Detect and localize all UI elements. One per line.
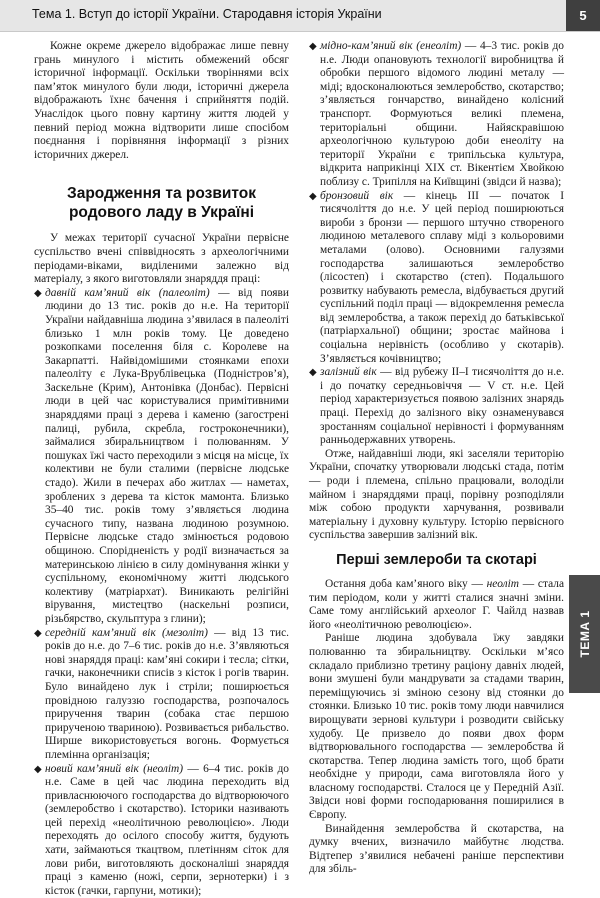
intro-paragraph: Кожне окреме джерело відображає лише певну грань минулого і містить обмежений обсяг історичної інформації. Оскільки творіннями всіх пам’яток минулого були люди, історичні джерела відображають їхнє бачення і сприйняття подій. Унаслідок цього повну картину життя людей у певний період можна відтворити лише спосібом поєднання і порівняння інформації з різних історичних джерел. [34,40,289,162]
period-term: залізний вік [320,366,377,378]
summary-paragraph: Отже, найдавніші люди, які заселяли територію України, спочатку утворювали людські стада, потім — роди і племена, спільно працювали, володіли майном і знаряддями праці, порівну розподіляли між собою продукти харчування, розвивали матеріальну і духовну культуру. Історію первісного суспільства завершив залізний вік. [309,448,564,543]
period-term: мідно-кам’яний вік (енеоліт) [320,40,461,52]
list-item [309,40,564,190]
list-item [309,190,564,367]
section-heading-rodovyi-lad: Зародження та розвиток родового ладу в Україні [34,184,289,222]
list-item [309,366,564,448]
period-text: — 4–3 тис. років до н.е. Люди опановують технології виробництва й обробки першого відомого людині металу — міді; вдосконалюються землеробство, скотарство; з’являється гончарство, винайдено колісний транспорт. Формуються великі племена, територіальні общини. Найяскравішою археологічною культурою доби енеоліту на території України є трипільська культура, відкрита наприкінці XIX ст. Вікентієм Хвойкою поблизу с. Трипілля на Київщині (звідси й назва); [320,40,564,188]
bullet-icon: ◆ [309,190,317,204]
future-paragraph: Винайдення землеробства й скотарства, на думку вчених, визначило майбутнє людства. Відтепер з’явилися небачені раніше перспективи для збіль- [309,823,564,877]
bullet-icon: ◆ [309,366,317,380]
chapter-side-tab [569,575,600,693]
period-text: — від рубежу II–I тисячоліття до н.е. і до початку середньовіччя — V ст. н.е. Цей період характеризується появою залізних знарядь праці. Перехід до залізного віку ознаменувався зростанням соціальної нерівності і формуванням ранньодержавних утворень. [320,366,564,446]
period-term: середній кам’яний вік (мезоліт) [45,627,208,639]
section-heading-zemlerobi: Перші землероби та скотарі [309,551,564,570]
list-item [34,287,289,627]
periods-intro-paragraph: У межах території сучасної України первісне суспільство вчені співвідносять з археологічними періодами-віками, виділеними залежно від матеріалу, з якого виготовляли знаряддя праці: [34,232,289,286]
period-text: — від 13 тис. років до н.е. до 7–6 тис. років до н.е. З’являються нові знаряддя праці: кам’яні сокири і тесла; сітки, гачки, наконечники списів з кісток і рогів тварин. Було винайдено лук і стріли; поширюється провідною галуззю господарства, розпочалось приручення тварин (собака стає першою прирученою твариною). Розвивається рибальство. Ширше використовується вогонь. Формується племінна організація; [45,627,289,761]
page-header [0,0,600,32]
period-term: новий кам’яний вік (неоліт) [45,763,183,775]
period-text: — 6–4 тис. років до н.е. Саме в цей час людина переходить від привласнюючого господарства до відтворюючого (землеробство і скотарство). Історики називають цей перехід «неолітичною революцією». Люди переходять до осілого способу життя, будують хати, займаються ткацтвом, плетінням сіток для лови риби, виготовляють досконаліші знаряддя праці з каменю (ножі, серпи, зернотерки) і з кісток (гачки, гарпуни, мотики); [45,763,289,897]
left-column [34,40,289,898]
running-title: Тема 1. Вступ до історії України. Стародавня історія України [32,7,382,21]
period-term: давній кам’яний вік (палеоліт) [45,287,210,299]
chapter-side-tab-label: ТЕМА 1 [578,610,592,657]
list-item [34,763,289,898]
bullet-icon: ◆ [34,763,42,777]
neolith-text-before: Остання доба кам’яного віку — [325,578,487,590]
bullet-icon: ◆ [34,627,42,641]
right-column [309,40,564,877]
period-term: бронзовий вік [320,190,393,202]
economy-paragraph: Раніше людина здобувала їжу завдяки полюванню та збиральництву. Оскільки м’ясо складало приблизно третину раціону давніх людей, вони змушені були мандрувати за стадами тварин, переміщуючись зі зміною сезону від стоянки до стоянки. Близько 10 тис. років тому люди навчилися вирощувати зернові культури і розводити свійську худобу. Це призвело до появи двох форм відтворювального господарства — землеробства й скотарства. Тепер людина замість того, щоб брати необхідне у природи, сама виготовляла його у власному господарстві. Сталося це у Передній Азії. Звідси нові форми господарювання поширилися в Європу. [309,632,564,822]
neolith-term: неоліт [487,578,519,590]
periods-list-left [34,287,289,898]
period-text: — від появи людини до 13 тис. років до н.е. На території України найдавніша людина з’явилася в палеоліті близько 1 млн років тому. Це доведено розкопками поселення біля с. Королеве на Закарпатті. Найвідомішими стоянками епохи палеоліту є Лука-Врублівецька (Подністров’я), Заскельне (Крим), Антонівка (Донбас). Первісні люди в цей час користувалися примітивними знаряддями праці з дерева і каменю (загострені палиці, рубила, скребла, гостроконечники), займалися збиральництвом і полюванням. У пошуках їжі часто переходили з місця на місце, їх колективи не були сталими (первісне людське стадо). Жили в печерах або житлах — наметах, зроблених з дерева та кісток мамонта. Близько 35–40 тис. років тому з’являється людина сучасного типу, названа людиною розумною. Первісне людське стадо змінюється родовою общиною. Спорідненість у родії визначається за материнською лінією в силу домінування жінки у суспільному, економічному житті людського колективу (матріархат). Виникають релігійні вірування, мистецтво (наскельні розписи, різьбярство, скульптура з глини); [45,287,289,625]
neolith-paragraph [309,578,564,632]
bullet-icon: ◆ [34,287,42,301]
neolith-text-after: — стала тим періодом, коли у житті сталися значні зміни. Саме тому англійський археолог Г. Чайлд назвав його «неолітичною революцією». [309,578,564,631]
page-number: 5 [566,0,600,31]
bullet-icon: ◆ [309,40,317,54]
list-item [34,627,289,763]
periods-list-right [309,40,564,448]
period-text: — кінець III — початок I тисячоліття до н.е. У цей період поширюються вироби з бронзи — першого штучно створеного людиною металевого сплаву міді з кольоровими металами (олово). Основними галузями господарства залишаються землеробство (лісостеп) і скотарство (степ). Подальшого розвитку набувають ремесла, відбувається другий суспільний поділ праці — відокремлення ремесла від землеробства, а також перехід до батьківської (патріархальної) общини; зростає майнова і соціальна нерівність (особливо у скотарів). З’являється кочівництво; [320,190,564,365]
